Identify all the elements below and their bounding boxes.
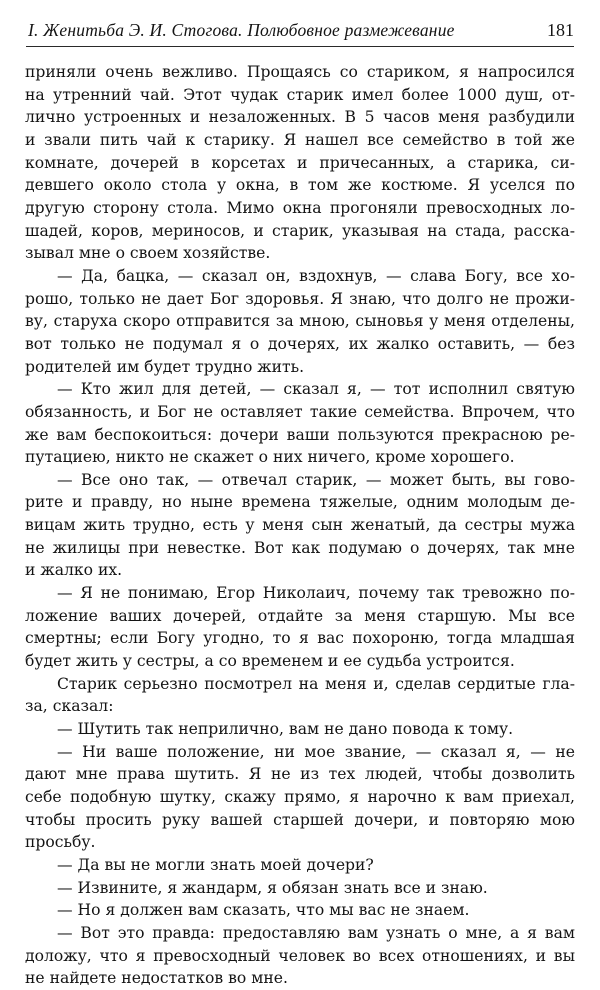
text-line: девшего около стола у окна, в том же костюме. Я уселся по (25, 176, 575, 195)
text-line: рошо, только не дает Бог здоровья. Я знаю, что долго не прожи- (25, 289, 575, 308)
text-line: же вам беспокоиться: дочери ваши пользуются прекрасною ре- (25, 425, 575, 444)
text-line: не найдете недостатков во мне. (25, 969, 288, 988)
text-line: — Шутить так неприлично, вам не дано повода к тому. (57, 720, 514, 739)
text-line: вот только не подумал я о дочерях, их жалко оставить, — без (25, 334, 575, 353)
paragraph (25, 718, 575, 741)
text-line: родителей им будет трудно жить. (25, 357, 305, 376)
paragraph (25, 741, 575, 854)
paragraph (25, 854, 575, 877)
text-line: и жалко их. (25, 561, 123, 580)
text-line: путациею, никто не скажет о них ничего, кроме хорошего. (25, 448, 515, 467)
paragraph (25, 922, 575, 990)
text-line: на утренний чай. Этот чудак старик имел более 1000 душ, от- (25, 85, 575, 104)
text-line: комнате, дочерей в корсетах и причесанных, а старика, си- (25, 153, 575, 172)
text-line: — Все оно так, — отвечал старик, — может быть, вы гово- (57, 470, 575, 489)
text-line: дают мне права шутить. Я не из тех людей, чтобы дозволить (25, 765, 575, 784)
running-header (26, 16, 574, 46)
running-title: I. Женитьба Э. И. Стогова. Полюбовное размежевание (28, 20, 455, 40)
text-line: будет жить у сестры, а со временем и ее судьба устроится. (25, 652, 515, 671)
text-line: лично устроенных и незаложенных. В 5 часов меня разбудили (25, 108, 575, 127)
paragraph (25, 265, 575, 378)
text-line: Старик серьезно посмотрел на меня и, сделав сердитые гла- (57, 674, 575, 693)
text-line: вицам жить трудно, есть у меня сын женатый, да сестры мужа (25, 516, 575, 535)
header-rule (26, 46, 574, 47)
text-line: — Кто жил для детей, — сказал я, — тот исполнил святую (57, 380, 575, 399)
paragraph (25, 61, 575, 265)
paragraph (25, 899, 575, 922)
text-line: обязанность, и Бог не оставляет такие семейства. Впрочем, что (25, 402, 575, 421)
text-line: — Да вы не могли знать моей дочери? (57, 855, 374, 874)
text-line: доложу, что я превосходный человек во всех отношениях, и вы (25, 946, 575, 965)
text-line: просьбу. (25, 833, 96, 852)
paragraph (25, 469, 575, 582)
text-line: — Я не понимаю, Егор Николаич, почему так тревожно по- (57, 584, 575, 603)
text-line: ложение ваших дочерей, отдайте за меня старшую. Мы все (25, 606, 575, 625)
text-line: и звали пить чай к старику. Я нашел все семейство в той же (25, 130, 575, 149)
text-line: рите и правду, но ныне времена тяжелые, одним молодым де- (25, 493, 575, 512)
text-line: — Но я должен вам сказать, что мы вас не знаем. (57, 901, 470, 920)
text-line: приняли очень вежливо. Прощаясь со стариком, я напросился (25, 63, 575, 81)
text-line: ву, старуха скоро отправится за мною, сыновья у меня отделены, (25, 312, 575, 331)
text-line: зывал мне о своем хозяйстве. (25, 244, 271, 263)
text-line: не жилицы при невестке. Вот как подумаю о дочерях, так мне (25, 538, 575, 557)
text-line: смертны; если Богу угодно, то я вас похороню, тогда младшая (25, 629, 575, 648)
text-line: — Да, бацка, — сказал он, вздохнув, — слава Богу, все хо- (57, 266, 575, 285)
text-line: чтобы просить руку вашей старшей дочери, и повторяю мою (25, 810, 575, 829)
text-line: другую сторону стола. Мимо окна прогоняли превосходных ло- (25, 198, 575, 217)
body-text (25, 61, 575, 990)
paragraph (25, 673, 575, 718)
text-line: за, сказал: (25, 697, 114, 716)
text-line: — Извините, я жандарм, я обязан знать все и знаю. (57, 878, 488, 897)
paragraph (25, 582, 575, 673)
page-number: 181 (547, 20, 574, 40)
text-line: шадей, коров, мериносов, и старик, указывая на стада, расска- (25, 221, 575, 240)
paragraph (25, 378, 575, 469)
paragraph (25, 877, 575, 900)
text-line: себе подобную шутку, скажу прямо, я нарочно к вам приехал, (25, 788, 575, 806)
text-line: — Вот это правда: предоставляю вам узнать о мне, а я вам (57, 923, 575, 942)
text-line: — Ни ваше положение, ни мое звание, — сказал я, — не (57, 742, 575, 761)
